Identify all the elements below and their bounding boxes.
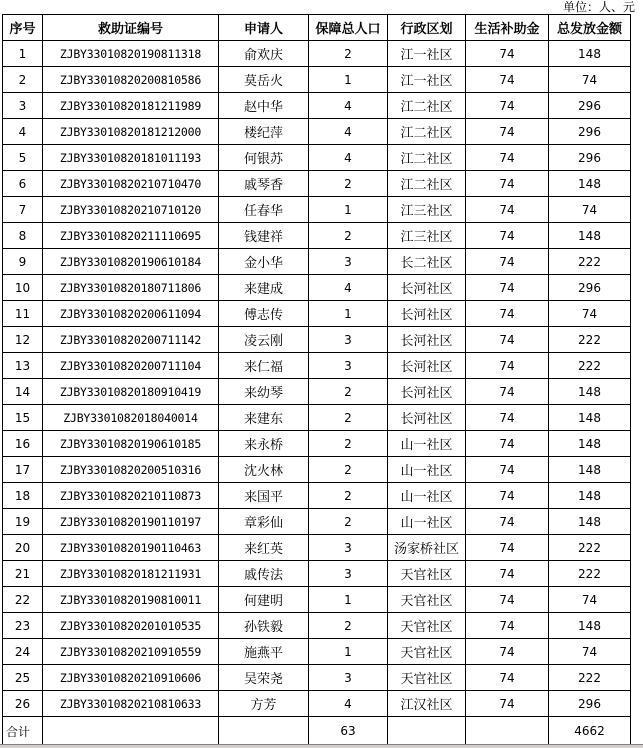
subsidy-cell[interactable]: 74 xyxy=(466,535,549,561)
applicant-cell[interactable]: 来建东 xyxy=(219,405,309,431)
code-cell[interactable]: ZJBY33010820190610184 xyxy=(43,249,219,275)
total-cell[interactable]: 296 xyxy=(549,691,631,717)
population-cell[interactable]: 2 xyxy=(309,171,388,197)
seq-cell[interactable]: 8 xyxy=(3,223,43,249)
sheet-tab-bar[interactable] xyxy=(0,744,643,748)
seq-cell[interactable]: 3 xyxy=(3,93,43,119)
header-total[interactable]: 总发放金额 xyxy=(549,15,631,41)
total-cell[interactable]: 148 xyxy=(549,405,631,431)
code-cell[interactable]: ZJBY33010820190610185 xyxy=(43,431,219,457)
district-cell[interactable]: 长河社区 xyxy=(388,301,466,327)
table-row xyxy=(3,431,631,457)
population-cell[interactable]: 1 xyxy=(309,587,388,613)
population-cell[interactable]: 2 xyxy=(309,509,388,535)
population-cell[interactable]: 2 xyxy=(309,613,388,639)
district-cell[interactable]: 山一社区 xyxy=(388,457,466,483)
subsidy-cell[interactable]: 74 xyxy=(466,249,549,275)
subsidy-cell[interactable]: 74 xyxy=(466,353,549,379)
table-row xyxy=(3,171,631,197)
district-cell[interactable]: 江三社区 xyxy=(388,197,466,223)
table-row xyxy=(3,509,631,535)
table-row xyxy=(3,457,631,483)
applicant-cell[interactable]: 楼纪萍 xyxy=(219,119,309,145)
subsidy-cell[interactable]: 74 xyxy=(466,41,549,67)
total-code-cell[interactable] xyxy=(43,717,219,746)
subsidy-cell[interactable]: 74 xyxy=(466,197,549,223)
code-cell[interactable]: ZJBY33010820201010535 xyxy=(43,613,219,639)
subsidy-cell[interactable]: 74 xyxy=(466,587,549,613)
seq-cell[interactable]: 23 xyxy=(3,613,43,639)
subsidy-cell[interactable]: 74 xyxy=(466,327,549,353)
total-cell[interactable]: 74 xyxy=(549,587,631,613)
applicant-cell[interactable]: 章彩仙 xyxy=(219,509,309,535)
total-cell[interactable]: 74 xyxy=(549,639,631,665)
seq-cell[interactable]: 7 xyxy=(3,197,43,223)
total-cell[interactable]: 74 xyxy=(549,67,631,93)
total-cell[interactable]: 296 xyxy=(549,119,631,145)
district-cell[interactable]: 江一社区 xyxy=(388,41,466,67)
subsidy-cell[interactable]: 74 xyxy=(466,431,549,457)
code-cell[interactable]: ZJBY33010820200711142 xyxy=(43,327,219,353)
district-cell[interactable]: 长河社区 xyxy=(388,275,466,301)
district-cell[interactable]: 山一社区 xyxy=(388,483,466,509)
total-cell[interactable]: 148 xyxy=(549,483,631,509)
applicant-cell[interactable]: 方芳 xyxy=(219,691,309,717)
district-cell[interactable]: 长河社区 xyxy=(388,405,466,431)
population-cell[interactable]: 3 xyxy=(309,249,388,275)
total-cell[interactable]: 222 xyxy=(549,327,631,353)
table-row xyxy=(3,223,631,249)
applicant-cell[interactable]: 任春华 xyxy=(219,197,309,223)
population-cell[interactable]: 4 xyxy=(309,691,388,717)
district-cell[interactable]: 长河社区 xyxy=(388,353,466,379)
subsidy-cell[interactable]: 74 xyxy=(466,171,549,197)
district-cell[interactable]: 江二社区 xyxy=(388,119,466,145)
total-cell[interactable]: 222 xyxy=(549,665,631,691)
total-cell[interactable]: 222 xyxy=(549,353,631,379)
subsidy-cell[interactable]: 74 xyxy=(466,639,549,665)
total-subsidy-cell[interactable] xyxy=(466,717,549,746)
district-cell[interactable]: 天官社区 xyxy=(388,639,466,665)
header-seq[interactable]: 序号 xyxy=(3,15,43,41)
total-cell[interactable]: 148 xyxy=(549,41,631,67)
subsidy-cell[interactable]: 74 xyxy=(466,67,549,93)
table-row xyxy=(3,353,631,379)
header-row xyxy=(3,15,631,41)
applicant-cell[interactable]: 赵中华 xyxy=(219,93,309,119)
subsidy-cell[interactable]: 74 xyxy=(466,145,549,171)
total-population[interactable]: 63 xyxy=(309,717,388,746)
seq-cell[interactable]: 10 xyxy=(3,275,43,301)
seq-cell[interactable]: 15 xyxy=(3,405,43,431)
code-cell[interactable]: ZJBY33010820200510316 xyxy=(43,457,219,483)
table-row xyxy=(3,275,631,301)
total-cell[interactable]: 222 xyxy=(549,535,631,561)
applicant-cell[interactable]: 俞欢庆 xyxy=(219,41,309,67)
district-cell[interactable]: 天官社区 xyxy=(388,613,466,639)
total-cell[interactable]: 148 xyxy=(549,431,631,457)
seq-cell[interactable]: 9 xyxy=(3,249,43,275)
seq-cell[interactable]: 19 xyxy=(3,509,43,535)
population-cell[interactable]: 3 xyxy=(309,535,388,561)
code-cell[interactable]: ZJBY33010820180910419 xyxy=(43,379,219,405)
code-cell[interactable]: ZJBY33010820181212000 xyxy=(43,119,219,145)
seq-cell[interactable]: 26 xyxy=(3,691,43,717)
code-cell[interactable]: ZJBY33010820190811318 xyxy=(43,41,219,67)
total-label[interactable]: 合计 xyxy=(3,717,43,746)
subsidy-cell[interactable]: 74 xyxy=(466,119,549,145)
applicant-cell[interactable]: 莫岳火 xyxy=(219,67,309,93)
population-cell[interactable]: 2 xyxy=(309,41,388,67)
subsidy-cell[interactable]: 74 xyxy=(466,613,549,639)
seq-cell[interactable]: 18 xyxy=(3,483,43,509)
applicant-cell[interactable]: 吴荣尧 xyxy=(219,665,309,691)
code-cell[interactable]: ZJBY33010820211110695 xyxy=(43,223,219,249)
table-row xyxy=(3,587,631,613)
subsidy-cell[interactable]: 74 xyxy=(466,93,549,119)
table-row xyxy=(3,197,631,223)
applicant-cell[interactable]: 戚琴香 xyxy=(219,171,309,197)
seq-cell[interactable]: 1 xyxy=(3,41,43,67)
population-cell[interactable]: 1 xyxy=(309,301,388,327)
population-cell[interactable]: 2 xyxy=(309,223,388,249)
population-cell[interactable]: 1 xyxy=(309,197,388,223)
district-cell[interactable]: 江二社区 xyxy=(388,145,466,171)
code-cell[interactable]: ZJBY33010820190810011 xyxy=(43,587,219,613)
seq-cell[interactable]: 16 xyxy=(3,431,43,457)
subsidy-cell[interactable]: 74 xyxy=(466,223,549,249)
applicant-cell[interactable]: 孙铁毅 xyxy=(219,613,309,639)
table-row xyxy=(3,535,631,561)
population-cell[interactable]: 2 xyxy=(309,431,388,457)
seq-cell[interactable]: 14 xyxy=(3,379,43,405)
header-subsidy[interactable]: 生活补助金 xyxy=(466,15,549,41)
district-cell[interactable]: 江三社区 xyxy=(388,223,466,249)
applicant-cell[interactable]: 金小华 xyxy=(219,249,309,275)
district-cell[interactable]: 山一社区 xyxy=(388,431,466,457)
total-cell[interactable]: 74 xyxy=(549,197,631,223)
subsidy-cell[interactable]: 74 xyxy=(466,457,549,483)
code-cell[interactable]: ZJBY33010820181211931 xyxy=(43,561,219,587)
district-cell[interactable]: 天官社区 xyxy=(388,587,466,613)
district-cell[interactable]: 长河社区 xyxy=(388,379,466,405)
total-cell[interactable]: 148 xyxy=(549,379,631,405)
header-population[interactable]: 保障总人口 xyxy=(309,15,388,41)
seq-cell[interactable]: 22 xyxy=(3,587,43,613)
district-cell[interactable]: 天官社区 xyxy=(388,561,466,587)
code-cell[interactable]: ZJBY33010820210710470 xyxy=(43,171,219,197)
district-cell[interactable]: 江汉社区 xyxy=(388,691,466,717)
total-applicant-cell[interactable] xyxy=(219,717,309,746)
total-cell[interactable]: 222 xyxy=(549,561,631,587)
seq-cell[interactable]: 12 xyxy=(3,327,43,353)
applicant-cell[interactable]: 凌云刚 xyxy=(219,327,309,353)
applicant-cell[interactable]: 何银苏 xyxy=(219,145,309,171)
subsidy-table xyxy=(2,14,631,746)
code-cell[interactable]: ZJBY33010820200810586 xyxy=(43,67,219,93)
seq-cell[interactable]: 20 xyxy=(3,535,43,561)
subsidy-cell[interactable]: 74 xyxy=(466,509,549,535)
district-cell[interactable]: 汤家桥社区 xyxy=(388,535,466,561)
population-cell[interactable]: 4 xyxy=(309,119,388,145)
total-cell[interactable]: 296 xyxy=(549,275,631,301)
subsidy-cell[interactable]: 74 xyxy=(466,301,549,327)
total-cell[interactable]: 148 xyxy=(549,613,631,639)
seq-cell[interactable]: 5 xyxy=(3,145,43,171)
code-cell[interactable]: ZJBY33010820210810633 xyxy=(43,691,219,717)
population-cell[interactable]: 4 xyxy=(309,145,388,171)
applicant-cell[interactable]: 来国平 xyxy=(219,483,309,509)
population-cell[interactable]: 4 xyxy=(309,275,388,301)
table-row xyxy=(3,145,631,171)
total-row xyxy=(3,717,631,746)
subsidy-cell[interactable]: 74 xyxy=(466,379,549,405)
table-row xyxy=(3,483,631,509)
district-cell[interactable]: 天官社区 xyxy=(388,665,466,691)
district-cell[interactable]: 江一社区 xyxy=(388,67,466,93)
code-cell[interactable]: ZJBY33010820210910559 xyxy=(43,639,219,665)
applicant-cell[interactable]: 戚传法 xyxy=(219,561,309,587)
applicant-cell[interactable]: 施燕平 xyxy=(219,639,309,665)
table-row xyxy=(3,41,631,67)
applicant-cell[interactable]: 来仁福 xyxy=(219,353,309,379)
code-cell[interactable]: ZJBY33010820210910606 xyxy=(43,665,219,691)
seq-cell[interactable]: 17 xyxy=(3,457,43,483)
seq-cell[interactable]: 6 xyxy=(3,171,43,197)
total-cell[interactable]: 222 xyxy=(549,249,631,275)
seq-cell[interactable]: 21 xyxy=(3,561,43,587)
total-cell[interactable]: 148 xyxy=(549,509,631,535)
seq-cell[interactable]: 25 xyxy=(3,665,43,691)
code-cell[interactable]: ZJBY33010820200711104 xyxy=(43,353,219,379)
total-cell[interactable]: 296 xyxy=(549,145,631,171)
header-applicant[interactable]: 申请人 xyxy=(219,15,309,41)
code-cell[interactable]: ZJBY33010820180711806 xyxy=(43,275,219,301)
applicant-cell[interactable]: 来建成 xyxy=(219,275,309,301)
applicant-cell[interactable]: 来红英 xyxy=(219,535,309,561)
population-cell[interactable]: 2 xyxy=(309,379,388,405)
subsidy-cell[interactable]: 74 xyxy=(466,691,549,717)
code-cell[interactable]: ZJBY33010820210110873 xyxy=(43,483,219,509)
population-cell[interactable]: 4 xyxy=(309,93,388,119)
district-cell[interactable]: 江二社区 xyxy=(388,93,466,119)
seq-cell[interactable]: 24 xyxy=(3,639,43,665)
total-cell[interactable]: 148 xyxy=(549,171,631,197)
table-row xyxy=(3,613,631,639)
population-cell[interactable]: 3 xyxy=(309,353,388,379)
total-cell[interactable]: 148 xyxy=(549,457,631,483)
unit-label: 单位：人、元 xyxy=(562,0,635,14)
population-cell[interactable]: 3 xyxy=(309,665,388,691)
table-row xyxy=(3,67,631,93)
subsidy-cell[interactable]: 74 xyxy=(466,405,549,431)
seq-cell[interactable]: 2 xyxy=(3,67,43,93)
seq-cell[interactable]: 4 xyxy=(3,119,43,145)
code-cell[interactable]: ZJBY3301082018040014 xyxy=(43,405,219,431)
population-cell[interactable]: 2 xyxy=(309,405,388,431)
table-row xyxy=(3,665,631,691)
population-cell[interactable]: 2 xyxy=(309,457,388,483)
code-cell[interactable]: ZJBY33010820210710120 xyxy=(43,197,219,223)
code-cell[interactable]: ZJBY33010820190110463 xyxy=(43,535,219,561)
table-row xyxy=(3,379,631,405)
applicant-cell[interactable]: 傅志传 xyxy=(219,301,309,327)
total-cell[interactable]: 148 xyxy=(549,223,631,249)
subsidy-cell[interactable]: 74 xyxy=(466,665,549,691)
table-row xyxy=(3,691,631,717)
total-cell[interactable]: 296 xyxy=(549,93,631,119)
seq-cell[interactable]: 11 xyxy=(3,301,43,327)
applicant-cell[interactable]: 来永桥 xyxy=(219,431,309,457)
header-code[interactable]: 救助证编号 xyxy=(43,15,219,41)
table-row xyxy=(3,327,631,353)
district-cell[interactable]: 长二社区 xyxy=(388,249,466,275)
table-row xyxy=(3,93,631,119)
code-cell[interactable]: ZJBY33010820181211989 xyxy=(43,93,219,119)
subsidy-cell[interactable]: 74 xyxy=(466,561,549,587)
population-cell[interactable]: 3 xyxy=(309,561,388,587)
seq-cell[interactable]: 13 xyxy=(3,353,43,379)
subsidy-cell[interactable]: 74 xyxy=(466,275,549,301)
population-cell[interactable]: 3 xyxy=(309,327,388,353)
table-row xyxy=(3,405,631,431)
table-row xyxy=(3,119,631,145)
total-cell[interactable]: 74 xyxy=(549,301,631,327)
population-cell[interactable]: 1 xyxy=(309,67,388,93)
table-row xyxy=(3,561,631,587)
district-cell[interactable]: 山一社区 xyxy=(388,509,466,535)
applicant-cell[interactable]: 沈火林 xyxy=(219,457,309,483)
population-cell[interactable]: 2 xyxy=(309,483,388,509)
district-cell[interactable]: 江二社区 xyxy=(388,171,466,197)
district-cell[interactable]: 长河社区 xyxy=(388,327,466,353)
total-district-cell[interactable] xyxy=(388,717,466,746)
code-cell[interactable]: ZJBY33010820181011193 xyxy=(43,145,219,171)
subsidy-cell[interactable]: 74 xyxy=(466,483,549,509)
header-district[interactable]: 行政区划 xyxy=(388,15,466,41)
code-cell[interactable]: ZJBY33010820190110197 xyxy=(43,509,219,535)
code-cell[interactable]: ZJBY33010820200611094 xyxy=(43,301,219,327)
applicant-cell[interactable]: 何建明 xyxy=(219,587,309,613)
table-row xyxy=(3,639,631,665)
table-row xyxy=(3,249,631,275)
total-amount[interactable]: 4662 xyxy=(549,717,631,746)
population-cell[interactable]: 1 xyxy=(309,639,388,665)
applicant-cell[interactable]: 来幼琴 xyxy=(219,379,309,405)
table-row xyxy=(3,301,631,327)
applicant-cell[interactable]: 钱建祥 xyxy=(219,223,309,249)
